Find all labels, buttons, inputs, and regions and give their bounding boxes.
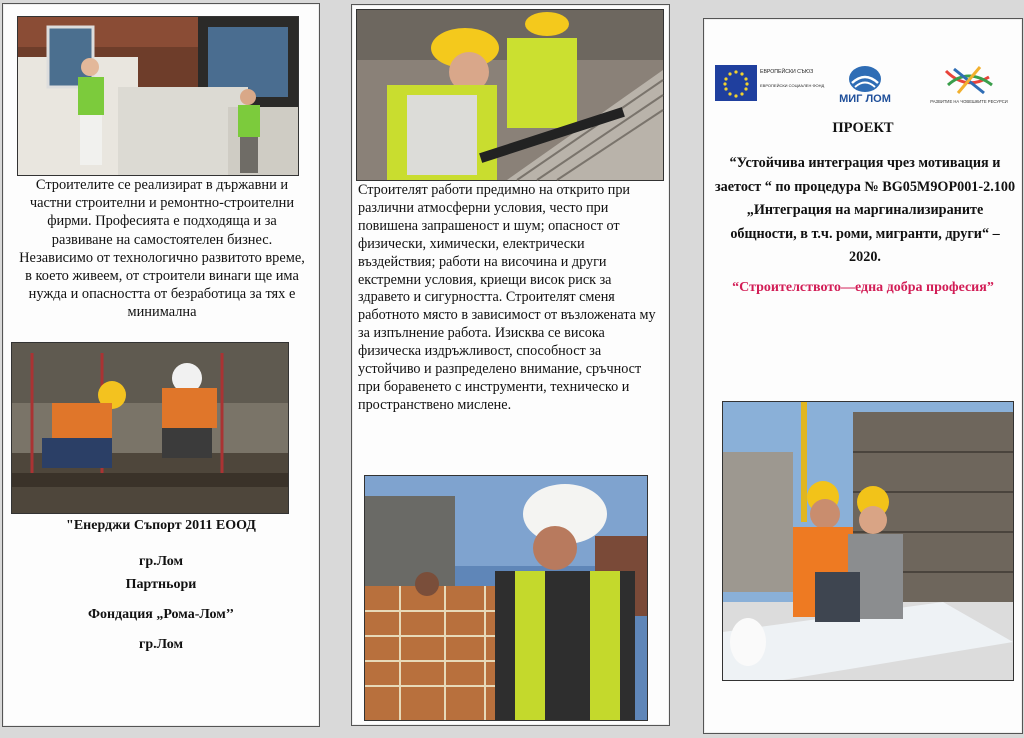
company-name: "Енерджи Съпорт 2011 ЕООД (66, 518, 256, 533)
mig-lom-logo (822, 63, 908, 109)
project-title: “Устойчива интеграция чрез мотивация и заетост “ по процедура № BG05M9OP001-2.100 „Интеграция на маргинализираните общности, в т.ч. роми, мигранти, други“ – 2020. (714, 155, 1016, 265)
hr-logo-text: РАЗВИТИЕ НА ЧОВЕШКИТЕ РЕСУРСИ (930, 99, 1008, 104)
photo-bricklayer (364, 475, 648, 721)
photo-workers-cutting-beam (356, 9, 664, 181)
brochure-panel-right (703, 18, 1023, 734)
eu-logo-line-2: ЕВРОПЕЙСКИ СОЦИАЛЕН ФОНД (760, 83, 825, 88)
sponsor-logos (712, 63, 1012, 109)
eu-flag-logo (715, 63, 825, 109)
project-label: ПРОЕКТ (832, 120, 894, 136)
intro-paragraph: Строителите се реализират в държавни и частни строителни и ремонтно-строителни фирми. Професията е подходяща и за развиване на самостоятелен бизнес. Независимо от технологично развитото време, в което живеем, от строители винаги ще има нужда и опасността от безработица за тях е минимална (19, 177, 305, 321)
eu-logo-line-1: ЕВРОПЕЙСКИ СЪЮЗ (760, 69, 814, 75)
photo-workers-insulating-facade (17, 16, 299, 176)
photo-workers-foundation (11, 342, 289, 514)
human-resources-logo (930, 63, 1008, 109)
company-city: гр.Лом (139, 554, 183, 569)
partners-label: Партньори (125, 577, 197, 592)
brochure-panel-middle (351, 4, 670, 726)
brochure-panel-left (2, 3, 320, 727)
partner-foundation: Фондация „Рома-Лом’’ (87, 607, 235, 622)
project-motto: “Строителството—една добра професия” (732, 280, 994, 295)
mig-lom-name: МИГ ЛОМ (839, 93, 891, 105)
partner-city: гр.Лом (139, 637, 183, 652)
photo-engineers-on-site (722, 401, 1014, 681)
work-conditions-paragraph: Строителят работи предимно на открито при различни атмосферни условия, често при повишена запрашеност и шум; опасност от физически, химически, електрически въздействия; работи на височина и други екстремни условия, криещи висок риск за здравето и сигурността. Строителят сменя работното място в зависимост от възложената му за изпълнение работа. Изисква се висока физическа издръжливост, способност за устойчиво и разпределено внимание, сръчност при боравенето с инструменти, техническо и пространствено мислене. (358, 182, 656, 413)
